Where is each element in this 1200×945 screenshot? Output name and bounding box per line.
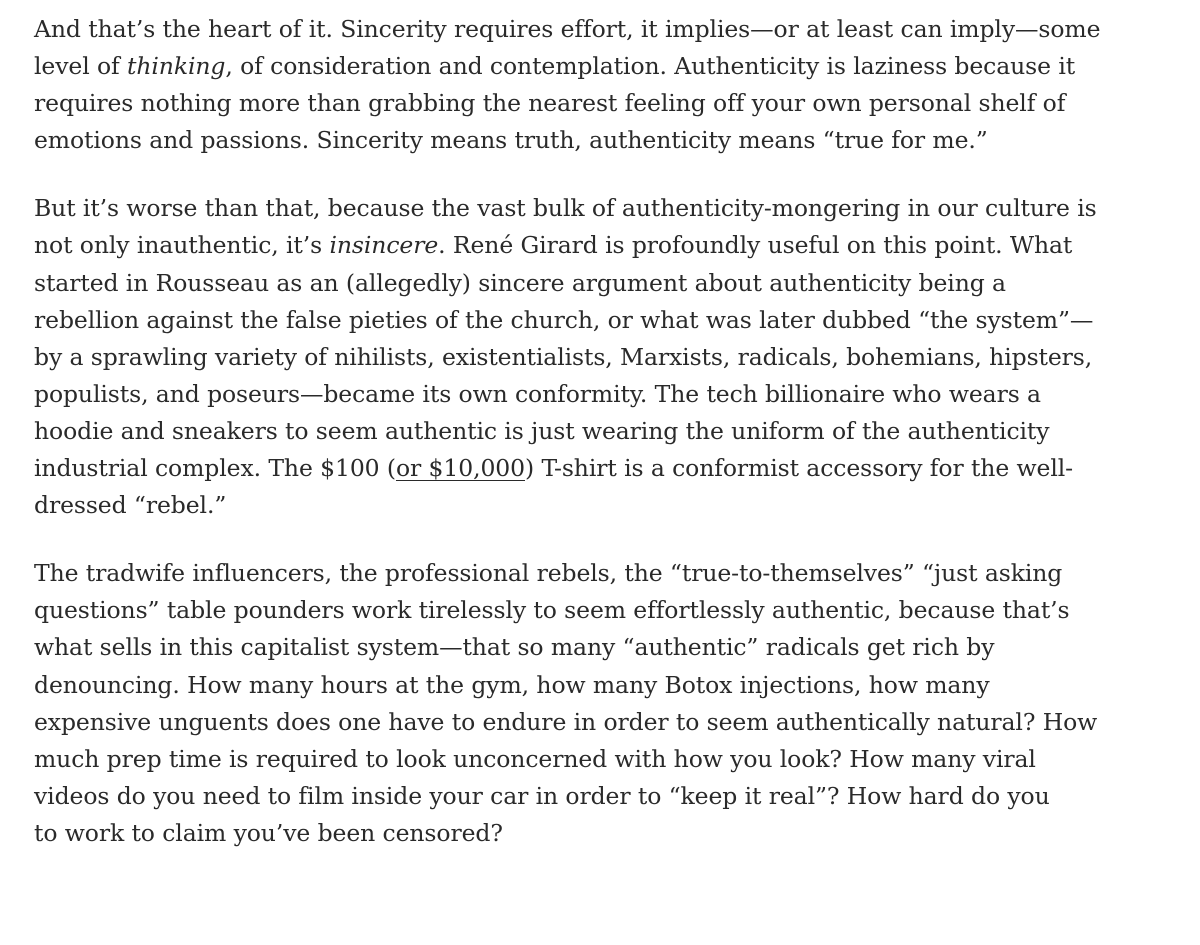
- text-line: [34, 450, 1174, 487]
- emphasis-insincere: insincere: [329, 231, 439, 260]
- text-line: requires nothing more than grabbing the nearest feeling off your own personal shelf of: [34, 89, 1066, 118]
- emphasis-thinking: thinking: [127, 52, 226, 81]
- text-line: emotions and passions. Sincerity means truth, authenticity means “true for me.”: [34, 126, 988, 155]
- text-line: hoodie and sneakers to seem authentic is just wearing the uniform of the authenticity: [34, 416, 1050, 445]
- text-line: And that’s the heart of it. Sincerity requires effort, it implies—or at least can imply—some: [34, 15, 1101, 43]
- paragraph-2: [34, 190, 1174, 524]
- text-line: [34, 48, 1174, 85]
- paragraph-gap: [34, 159, 1174, 190]
- inline-link-10000[interactable]: or $10,000: [395, 454, 525, 483]
- paragraph-gap: [34, 524, 1174, 555]
- article-body: [34, 11, 1174, 852]
- paragraph-3: [34, 555, 1174, 852]
- text-line: rebellion against the false pieties of the church, or what was later dubbed “the system”—: [34, 305, 1094, 334]
- text-line: to work to claim you’ve been censored?: [34, 818, 503, 847]
- text-fragment: , of consideration and contemplation. Authenticity is laziness because it: [225, 52, 1076, 81]
- paragraph-1: [34, 11, 1174, 159]
- text-line: denouncing. How many hours at the gym, how many Botox injections, how many: [34, 670, 990, 699]
- text-line: started in Rousseau as an (allegedly) sincere argument about authenticity being a: [34, 268, 1006, 297]
- text-fragment: level of: [34, 52, 128, 81]
- text-fragment: not only inauthentic, it’s: [34, 231, 330, 260]
- text-line: [34, 227, 1174, 264]
- text-line: what sells in this capitalist system—that so many “authentic” radicals get rich by: [34, 633, 995, 662]
- text-line: But it’s worse than that, because the vast bulk of authenticity-mongering in our culture is: [34, 194, 1097, 223]
- text-line: expensive unguents does one have to endure in order to seem authentically natural? How: [34, 707, 1098, 736]
- text-line: by a sprawling variety of nihilists, existentialists, Marxists, radicals, bohemians, hipsters,: [34, 342, 1093, 371]
- text-fragment: . René Girard is profoundly useful on this point. What: [438, 231, 1073, 260]
- text-line: videos do you need to film inside your car in order to “keep it real”? How hard do you: [34, 781, 1050, 810]
- text-line: The tradwife influencers, the professional rebels, the “true-to-themselves” “just asking: [34, 559, 1063, 588]
- text-line: populists, and poseurs—became its own conformity. The tech billionaire who wears a: [34, 379, 1041, 408]
- text-fragment: ) T-shirt is a conformist accessory for the well-: [525, 454, 1073, 483]
- text-fragment: industrial complex. The $100 (: [34, 454, 396, 483]
- text-line: much prep time is required to look unconcerned with how you look? How many viral: [34, 744, 1036, 773]
- text-line: dressed “rebel.”: [34, 491, 227, 520]
- text-line: questions” table pounders work tirelessly to seem effortlessly authentic, because that’s: [34, 596, 1070, 625]
